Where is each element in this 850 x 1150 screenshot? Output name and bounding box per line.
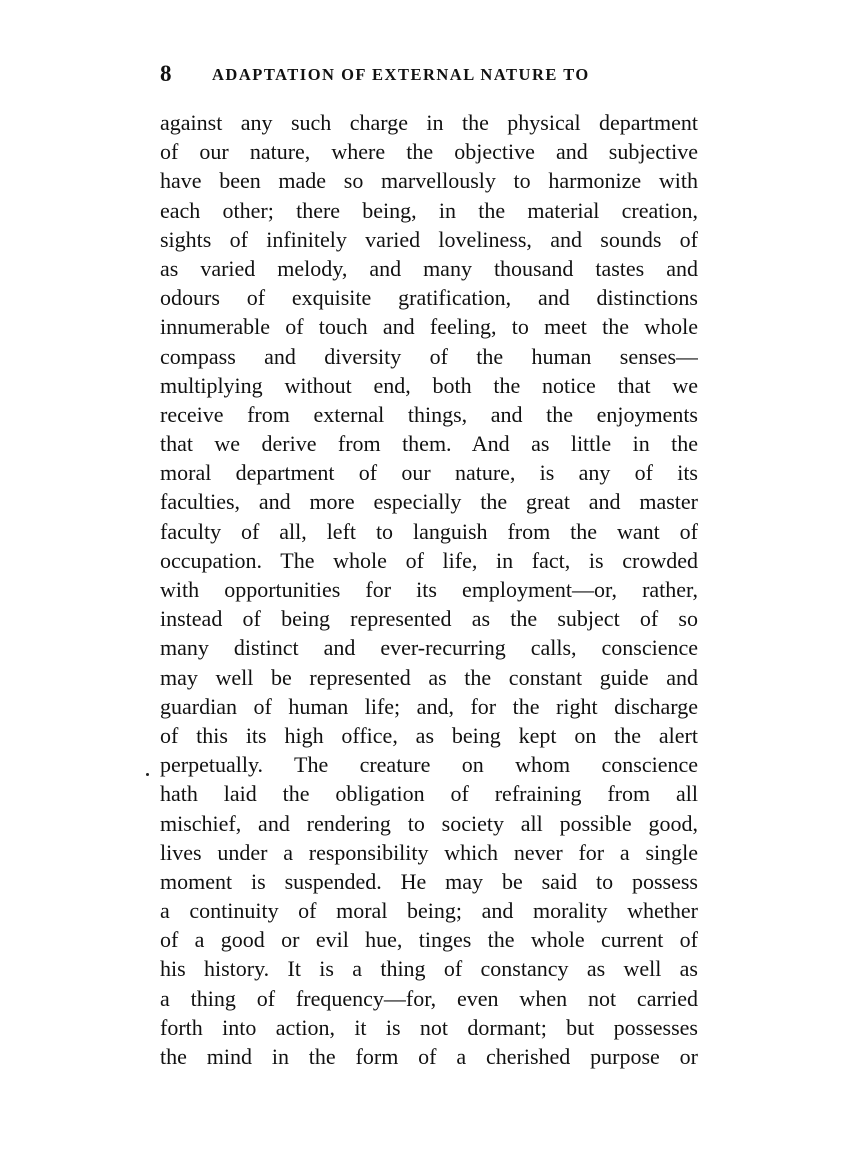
text-line: moment is suspended. He may be said to possess [160, 868, 698, 894]
text-line: moral department of our nature, is any of its [160, 460, 698, 486]
text-line: compass and diversity of the human senses— [160, 343, 698, 369]
text-line: with opportunities for its employment—or, rather, [160, 577, 698, 602]
text-line: a continuity of moral being; and morality whether [160, 898, 698, 924]
text-line: multiplying without end, both the notice that we [160, 372, 698, 398]
text-line: mischief, and rendering to society all possible good, [160, 810, 698, 836]
text-line: many distinct and ever-recurring calls, conscience [160, 635, 698, 661]
text-line: of our nature, where the objective and subjective [160, 139, 698, 165]
text-line: of a good or evil hue, tinges the whole current of [160, 927, 698, 953]
page-number: 8 [160, 61, 172, 86]
text-line: instead of being represented as the subject of so [160, 606, 698, 632]
text-line: lives under a responsibility which never for a single [160, 839, 698, 865]
text-line: of this its high office, as being kept on the alert [160, 722, 698, 748]
text-line: odours of exquisite gratification, and distinctions [160, 285, 698, 311]
text-line: faculty of all, left to languish from the want of [160, 518, 698, 544]
text-line: against any such charge in the physical department [160, 110, 698, 135]
text-line: have been made so marvellously to harmonize with [160, 168, 698, 194]
text-line: hath laid the obligation of refraining from all [160, 781, 698, 807]
running-title: ADAPTATION OF EXTERNAL NATURE TO [212, 65, 590, 84]
text-line: guardian of human life; and, for the right discharge [160, 693, 698, 719]
running-head [160, 60, 700, 90]
text-line: perpetually. The creature on whom conscience [160, 752, 698, 778]
text-line: occupation. The whole of life, in fact, is crowded [160, 547, 698, 573]
text-line: may well be represented as the constant guide and [160, 664, 698, 690]
text-line: that we derive from them. And as little in the [160, 431, 698, 457]
text-line: sights of infinitely varied loveliness, and sounds of [160, 226, 698, 252]
text-line: faculties, and more especially the great and master [160, 489, 698, 515]
body-text [160, 108, 698, 1071]
text-line: forth into action, it is not dormant; but possesses [160, 1014, 698, 1040]
margin-mark [146, 773, 149, 776]
text-line: his history. It is a thing of constancy as well as [160, 956, 698, 982]
text-line: the mind in the form of a cherished purpose or [160, 1044, 698, 1069]
text-line: a thing of frequency—for, even when not carried [160, 985, 698, 1011]
text-line: innumerable of touch and feeling, to meet the whole [160, 314, 698, 340]
text-line: each other; there being, in the material creation, [160, 197, 698, 223]
text-line: receive from external things, and the enjoyments [160, 401, 698, 427]
text-line: as varied melody, and many thousand tastes and [160, 255, 698, 281]
